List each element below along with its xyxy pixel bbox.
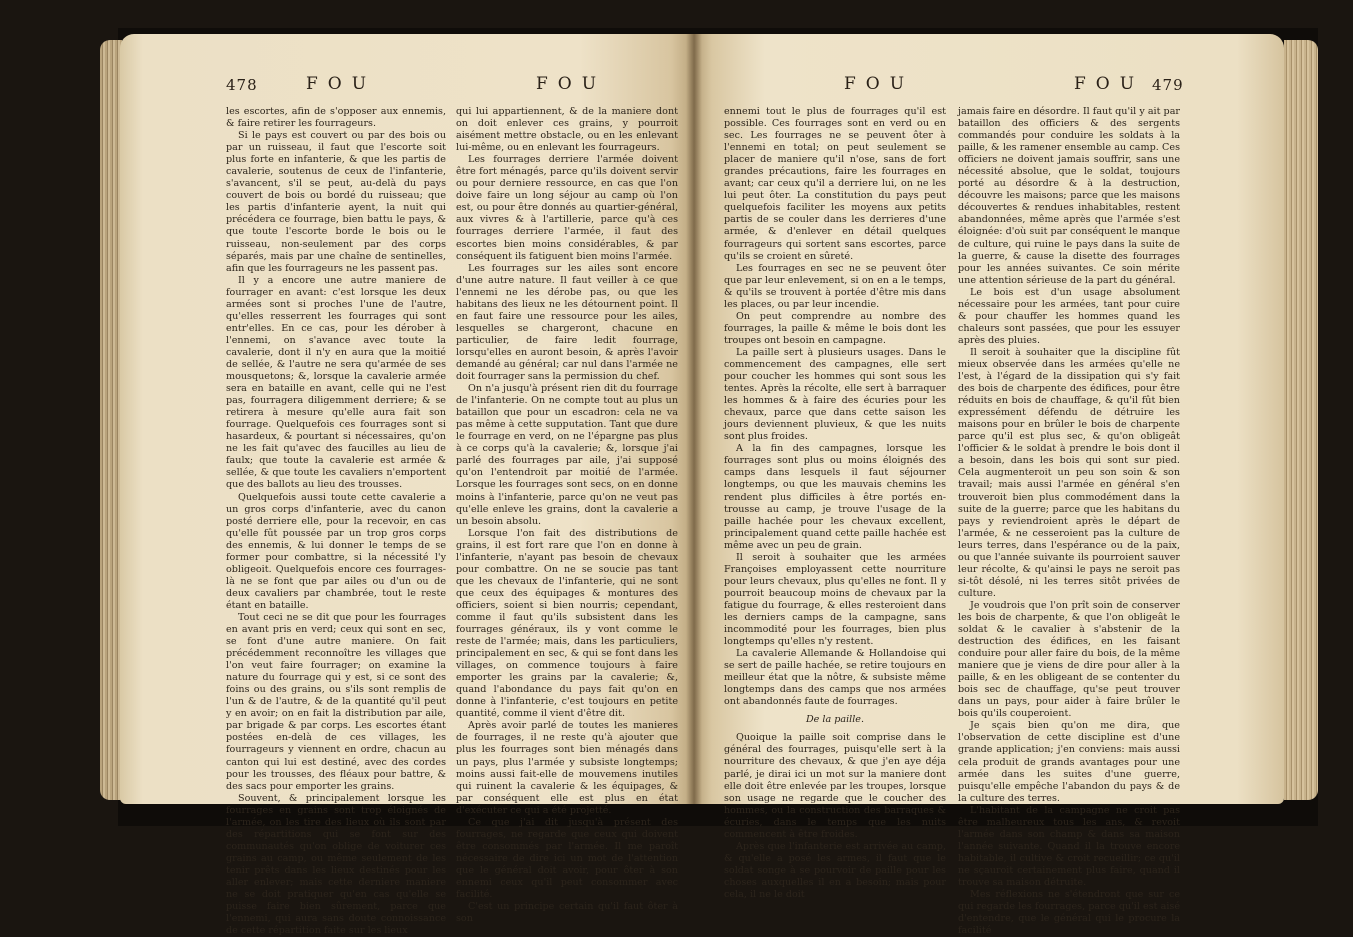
paragraph: Après avoir parlé de toutes les manieres de fourrages, il ne reste qu'à ajouter que plus les fourrages sont bien ménagés dans un pays, plus l'armée y subsiste longtemps; moins aussi fait-elle de mouvemens inutiles qui ruinent la cavalerie & les équipages, & par conséquent elle est plus en état d'exécuter ce qui a été projetté. — [456, 720, 678, 816]
paragraph: Les fourrages derriere l'armée doivent être fort ménagés, parce qu'ils doivent servir ou pour derniere ressource, en cas que l'on doive faire un long séjour au camp où l'on est, ou pour être donnés au quartier-général, aux vivres & à l'artillerie, parce qu'à ces fourrages derriere l'armée, il faut des escortes bien moins considérables, & par conséquent ils fatiguent bien moins l'armée. — [456, 154, 678, 262]
left-page — [120, 34, 694, 937]
paragraph: Le bois est d'un usage absolument nécessaire pour les armées, tant pour cuire & pour chauffer les hommes quand les chaleurs sont passées, que pour les essuyer après des pluies. — [958, 286, 1180, 346]
page-number-right: 479 — [1152, 76, 1184, 94]
running-head-right-1: FOU — [844, 74, 915, 94]
right-page-column-2 — [958, 106, 1180, 937]
page-edges-left — [100, 40, 122, 800]
running-head-left-1: FOU — [306, 74, 377, 94]
paragraph: On peut comprendre au nombre des fourrages, la paille & même le bois dont les troupes ont besoin en campagne. — [724, 310, 946, 346]
paragraph: On n'a jusqu'à présent rien dit du fourrage de l'infanterie. On ne compte tout au plus un bataillon que pour un escadron: cela ne va pas même à cette supputation. Tant que dure le fourrage en verd, on ne l'épargne pas plus à ce corps qu'à la cavalerie; &, lorsque j'ai parlé des fourrages par aile, j'ai supposé qu'on l'entendroit par moitié de l'armée. Lorsque les fourrages sont secs, on en donne moins à l'infanterie, parce qu'on ne veut pas qu'elle enleve les grains, dont la cavalerie a un besoin absolu. — [456, 383, 678, 527]
paragraph: les escortes, afin de s'opposer aux ennemis, & faire retirer les fourrageurs. — [226, 106, 446, 130]
paragraph: qui lui appartiennent, & de la maniere dont on doit enlever ces grains, y pourroit aisément mettre obstacle, ou en les enlevant lui-même, ou en enlevant les fourrageurs. — [456, 106, 678, 154]
running-head-right-2: FOU — [1074, 74, 1145, 94]
paragraph: Les fourrages sur les ailes sont encore d'une autre nature. Il faut veiller à ce que l'ennemi ne les dérobe pas, ou que les habitans des lieux ne les détournent point. Il en faut faire une ressource pour les ailes, lesquelles se chargeront, chacune en particulier, de faire ledit fourrage, lorsqu'elles en auront besoin, & après l'avoir demandé au général; car nul dans l'armée ne doit fourrager sans la permission du chef. — [456, 262, 678, 383]
left-page-column-2 — [456, 106, 678, 925]
left-page-column-1 — [226, 106, 446, 937]
right-page — [694, 34, 1284, 937]
right-page-header — [694, 74, 1284, 96]
paragraph: Je voudrois que l'on prît soin de conserver les bois de charpente, & que l'on obligeât le soldat & le cavalier à s'abstenir de la destruction des édifices, en les faisant conduire pour aller faire du bois, de la même maniere que je viens de dire pour aller à la paille, & en les obligeant de se contenter du bois sec de chauffage, qu'se peut trouver dans un pays, pour aider à faire brûler le bois qu'ils couperoient. — [958, 599, 1180, 720]
paragraph: Lorsque l'on fait des distributions de grains, il est fort rare que l'on en donne à l'infanterie, n'ayant pas besoin de chevaux pour combattre. On ne se soucie pas tant que les chevaux de l'infanterie, qui ne sont que ceux des équipages & montures des officiers, soient si bien nourris; cependant, comme il faut qu'ils subsistent dans les fourrages généraux, ils y vont comme le reste de l'armée; mais, dans les particuliers, principalement en sec, & qui se font dans les villages, on commence toujours à faire emporter les grains par la cavalerie; &, quand l'abondance du pays fait qu'on en donne à l'infanterie, c'est toujours en petite quantité, comme il vient d'être dit. — [456, 527, 678, 720]
paragraph: C'est un principe certain qu'il faut ôter à son — [456, 901, 678, 925]
paragraph: Si le pays est couvert ou par des bois ou par un ruisseau, il faut que l'escorte soit plus forte en infanterie, & que les partis de cavalerie, soutenus de ceux de l'infanterie, s'avancent, s'il se peut, au-delà du pays couvert de bois ou bordé du ruisseau; que les partis d'infanterie ayent, la nuit qui précédera ce fourrage, bien battu le pays, & que toute l'escorte borde le bois ou le ruisseau, non-seulement par des corps séparés, mais par une chaîne de sentinelles, afin que les fourrageurs ne les passent pas. — [226, 130, 446, 274]
running-head-left-2: FOU — [536, 74, 607, 94]
page-edges-right — [1284, 40, 1318, 800]
page-number-left: 478 — [226, 76, 258, 94]
paragraph: La cavalerie Allemande & Hollandoise qui se sert de paille hachée, se retire toujours en meilleur état que la nôtre, & subsiste même longtemps dans des camps que nos armées ont abandonnés faute de fourrages. — [724, 648, 946, 708]
paragraph: Quelquefois aussi toute cette cavalerie a un gros corps d'infanterie, avec du canon posté derriere elle, pour la recevoir, en cas qu'elle fût poussée par un trop gros corps des ennemis, & lui donner le temps de se former pour combattre, si la nécessité l'y obligeoit. Quelquefois encore ces fourrages-là ne se font que par ailes ou d'un ou de deux cavaliers par chambrée, tout le reste étant en bataille. — [226, 491, 446, 611]
paragraph: ennemi tout le plus de fourrages qu'il est possible. Ces fourrages sont en verd ou en sec. Les fourrages ne se peuvent ôter à l'ennemi en total; on peut seulement se placer de maniere qu'il n'ose, sans de fort grandes précautions, faire les fourrages en avant; car ceux qu'il a derriere lui, on ne les lui peut ôter. La constitution du pays peut quelquefois faciliter les moyens aux petits partis de se couler dans les derrieres d'une armée, & d'enlever en détail quelques fourrageurs qui sortent sans escortes, parce qu'ils se croient en sûreté. — [724, 106, 946, 262]
left-page-header — [120, 74, 694, 96]
book-gutter — [686, 34, 702, 804]
section-heading: De la paille. — [805, 714, 865, 726]
paragraph: La paille sert à plusieurs usages. Dans le commencement des campagnes, elle sert pour coucher les hommes qui sont sous les tentes. Après la récolte, elle sert à barraquer les hommes & à faire des écuries pour les chevaux, parce que dans cette saison les jours deviennent pluvieux, & que les nuits sont plus froides. — [724, 346, 946, 443]
paragraph: Souvent, & principalement lorsque les fourrages en grains sont trop éloignés de l'armée, on les tire des lieux où ils sont par des répartitions qui se font sur des communautés qu'on oblige de voiturer ces grains au camp, ou même seulement de les tenir prêts dans les lieux destinés pour les aller enlever; mais cette derniere maniere ne se doit pratiquer qu'en cas qu'elle se puisse faire bien sûrement, parce que l'ennemi, qui aura sans doute connoissance de cette répartition faite sur les lieux — [226, 792, 446, 937]
paragraph: L'habitant de la campagne ne croit pas être malheureux tous les ans, & revoit l'armée dans son champ & dans sa maison l'année suivante. Quand il la trouve encore habitable, il cultive & croit recueillir; ce qu'il ne sçauroit certainement plus faire, quand il trouve sa maison détruite. — [958, 804, 1180, 888]
paragraph: Tout ceci ne se dit que pour les fourrages en avant pris en verd; ceux qui sont en sec, se font d'une autre maniere. On fait précédemment reconnoître les villages que l'on veut faire fourrager; on examine la nature du fourrage qui y est, si ce sont des foins ou des grains, ou s'ils sont remplis de l'un & de l'autre, & de la quantité qu'il peut y en avoir; on en fait la distribution par aile, par brigade & par corps. Les escortes étant postées en-delà de ces villages, les fourrageurs y viennent en ordre, chacun au canton qui lui est destiné, avec des cordes pour les trousses, des fléaux pour battre, & des sacs pour emporter les grains. — [226, 611, 446, 792]
paragraph: Il seroit à souhaiter que les armées Françoises employassent cette nourriture pour leurs chevaux, plus qu'elles ne font. Il y pourroit beaucoup moins de chevaux par la fatigue du fourrage, & elles resteroient dans les derniers camps de la campagne, sans incommodité pour les fourrages, bien plus longtemps qu'elles n'y restent. — [724, 551, 946, 648]
right-page-column-1 — [724, 106, 946, 900]
paragraph: Il seroit à souhaiter que la discipline fût mieux observée dans les armées qu'elle ne l'est, à l'égard de la dissipation qui s'y fait des bois de charpente des édifices, pour être réduits en bois de chauffage, & qu'il fût bien expressément défendu de détruire les maisons pour en brûler le bois de charpente parce qu'il est plus sec, & qu'on obligeât l'officier & le soldat à prendre le bois dont il a besoin, dans les bois qui sont sur pied. Cela augmenteroit un peu son soin & son travail; mais aussi l'armée en général s'en trouveroit bien plus commodément dans la suite de la guerre; parce que les habitans du pays y reviendroient après le départ de l'armée, & ne cesseroient pas la culture de leurs terres, dans l'espérance ou de la paix, ou que l'année suivante ils pourroient sauver leur récolte, & qu'ainsi le pays ne seroit pas si-tôt désolé, ni les terres sitôt privées de culture. — [958, 346, 1180, 599]
paragraph: jamais faire en désordre. Il faut qu'il y ait par bataillon des officiers & des sergents commandés pour conduire les soldats à la paille, & les ramener ensemble au camp. Ces officiers ne doivent jamais souffrir, sans une nécessité absolue, que le soldat, toujours porté au désordre & à la destruction, découvre les maisons; parce que les maisons découvertes & rendues inhabitables, restent abandonnées, même après que l'armée s'est éloignée: d'où suit par conséquent le manque de culture, qui ruine le pays dans la suite de la guerre, & cause la disette des fourrages pour les années suivantes. Ce soin mérite une attention sérieuse de la part du général. — [958, 106, 1180, 286]
paragraph: Quoique la paille soit comprise dans le général des fourrages, puisqu'elle sert à la nourriture des chevaux, & que j'en aye déja parlé, je dirai ici un mot sur la maniere dont elle doit être enlevée par les troupes, lorsque son usage ne regarde que le coucher des hommes, ou la construction des barraques & écuries, dans le temps que les nuits commencent à être froides. — [724, 732, 946, 840]
paragraph: Après que l'infanterie est arrivée au camp, & qu'elle a posé les armes, il faut que le soldat songe à se pourvoir de paille pour les choses auxquelles il en a besoin; mais pour cela, il ne le doit — [724, 840, 946, 900]
paragraph: A la fin des campagnes, lorsque les fourrages sont plus ou moins éloignés des camps dans lesquels il faut séjourner longtemps, ou que les mauvais chemins les rendent plus difficiles à être portés en-trousse au camp, je trouve l'usage de la paille hachée pour les chevaux excellent, principalement quand cette paille hachée est même avec un peu de grain. — [724, 443, 946, 551]
paragraph: Je sçais bien qu'on me dira, que l'observation de cette discipline est d'une grande application; j'en conviens: mais aussi cela produit de grands avantages pour une armée dans les suites d'une guerre, puisqu'elle empêche l'abandon du pays & de la culture des terres. — [958, 720, 1180, 804]
paragraph: Il y a encore une autre maniere de fourrager en avant: c'est lorsque les deux armées sont si proches l'une de l'autre, qu'elles resserrent les fourrages qui sont entr'elles. En ce cas, pour les dérober à l'ennemi, on s'avance avec toute la cavalerie, dont il n'y en aura que la moitié de sellée, & l'autre ne sera qu'armée de ses mousquetons; &, lorsque la cavalerie armée sera en bataille en avant, celle qui ne l'est pas, fourragera diligemment derriere; & se retirera à mesure qu'elle aura fait son fourrage. Quelquefois ces fourrages sont si hasardeux, & pourtant si nécessaires, qu'on ne les fait qu'avec des faucilles au lieu de faulx; que toute la cavalerie est armée & sellée, & que toute les cavaliers n'emportent que des ballots au lieu des trousses. — [226, 274, 446, 491]
paragraph: Mes réflexions ne s'étendront que sur ce qui regarde les fourrages, parce qu'il est aisé d'entendre, que le général qui le procure la facilité — [958, 889, 1180, 937]
paragraph: Les fourrages en sec ne se peuvent ôter que par leur enlevement, si on en a le temps, & qu'ils se trouvent à portée d'être mis dans les places, ou par leur incendie. — [724, 262, 946, 310]
paragraph: Ce que j'ai dit jusqu'à présent des fourrages, ne regarde que ceux qui doivent être consommés par l'armée. Il me paroît nécessaire de dire ici un mot de l'attention que le général doit avoir, pour ôter à son ennemi ceux qu'il peut consommer avec facilité. — [456, 816, 678, 901]
